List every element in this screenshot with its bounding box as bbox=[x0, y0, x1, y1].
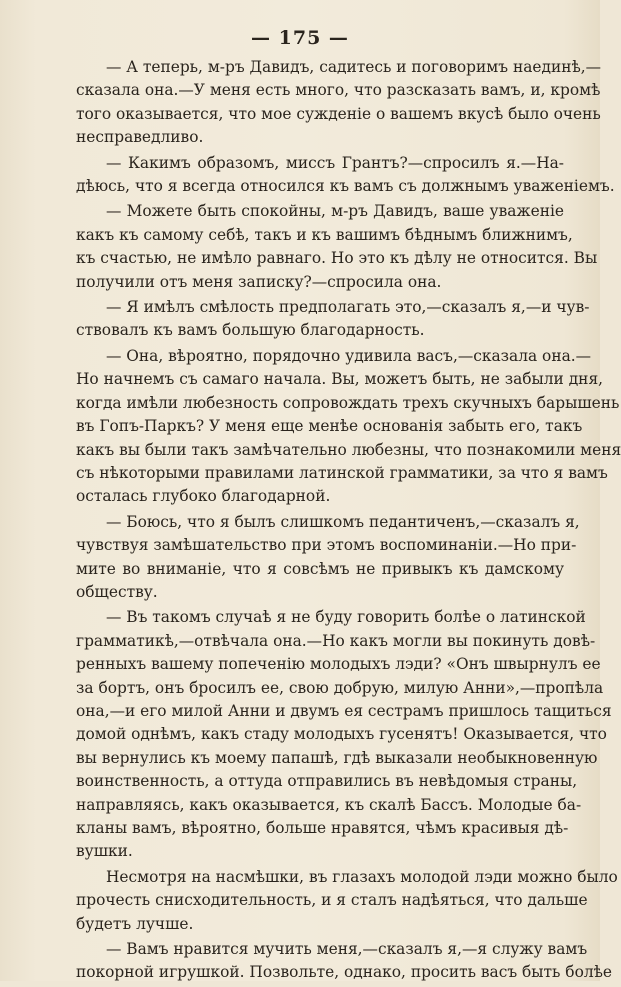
text-line: — Она, вѣроятно, порядочно удивила васъ,—сказала она.— bbox=[106, 346, 592, 365]
text-line: ствовалъ къ вамъ большую благодарность. bbox=[76, 321, 425, 340]
text-line: ренныхъ вашему попеченію молодыхъ лэди? «Онъ швырнулъ ее bbox=[76, 655, 601, 674]
paragraph bbox=[76, 152, 615, 199]
text-line: осталась глубоко благодарной. bbox=[76, 487, 331, 506]
text-line: прочесть снисходительность, и я сталъ надѣяться, что дальше bbox=[76, 891, 588, 910]
paragraph bbox=[76, 200, 598, 294]
paragraph bbox=[76, 938, 613, 985]
text-line: Несмотря на насмѣшки, въ глазахъ молодой лэди можно было bbox=[106, 867, 618, 886]
paragraph bbox=[76, 511, 580, 605]
text-line: мите во вниманіе, что я совсѣмъ не привыкъ къ дамскому bbox=[76, 559, 564, 578]
text-line: — Я имѣлъ смѣлость предполагать это,—сказалъ я,—и чув- bbox=[106, 298, 590, 317]
paragraph bbox=[76, 56, 602, 150]
text-line: грамматикѣ,—отвѣчала она.—Но какъ могли вы покинуть довѣ- bbox=[76, 631, 596, 650]
paragraph bbox=[76, 345, 621, 509]
text-line: къ счастью, не имѣло равнаго. Но это къ дѣлу не относится. Вы bbox=[76, 249, 598, 268]
text-line: чувствуя замѣшательство при этомъ воспоминаніи.—Но при- bbox=[76, 536, 577, 555]
text-line: — Можете быть спокойны, м-ръ Давидъ, ваше уваженіе bbox=[106, 202, 564, 221]
text-line: въ Гопъ-Паркъ? У меня еще менѣе основанія забыть его, такъ bbox=[76, 417, 583, 436]
text-line: — Вамъ нравится мучить меня,—сказалъ я,—я служу вамъ bbox=[106, 940, 588, 959]
text-line: того оказывается, что мое сужденіе о вашемъ вкусѣ было очень bbox=[76, 104, 601, 123]
paragraph bbox=[76, 606, 612, 863]
text-line: Но начнемъ съ самаго начала. Вы, можетъ быть, не забыли дня, bbox=[76, 370, 604, 389]
paragraph bbox=[76, 296, 590, 343]
text-line: какъ вы были такъ замѣчательно любезны, что познакомили меня bbox=[76, 440, 621, 459]
text-line: сказала она.—У меня есть много, что разсказать вамъ, и, кромѣ bbox=[76, 81, 601, 100]
text-line: — Боюсь, что я былъ слишкомъ педантиченъ,—сказалъ я, bbox=[106, 512, 580, 531]
text-line: — А теперь, м-ръ Давидъ, садитесь и поговоримъ наединѣ,— bbox=[106, 58, 602, 76]
text-line: она,—и его милой Анни и двумъ ея сестрамъ пришлось тащиться bbox=[76, 701, 612, 720]
text-line: получили отъ меня записку?—спросила она. bbox=[76, 272, 442, 291]
text-line: какъ къ самому себѣ, такъ и къ вашимъ бѣднымъ ближнимъ, bbox=[76, 225, 573, 244]
text-line: за бортъ, онъ бросилъ ее, свою добрую, милую Анни»,—пропѣла bbox=[76, 678, 604, 697]
text-line: будетъ лучше. bbox=[76, 914, 194, 933]
page-number: — 175 — bbox=[251, 27, 349, 49]
body-text bbox=[76, 56, 621, 987]
text-line: обществу. bbox=[76, 582, 158, 601]
text-line: съ нѣкоторыми правилами латинской грамматики, за что я вамъ bbox=[76, 463, 608, 482]
text-line: вушки. bbox=[76, 842, 133, 861]
text-line: дѣюсь, что я всегда относился къ вамъ съ должнымъ уваженіемъ. bbox=[76, 177, 615, 196]
text-line: покорной игрушкой. Позвольте, однако, просить васъ быть болѣе bbox=[76, 963, 613, 982]
text-line: вы вернулись къ моему папашѣ, гдѣ выказали необыкновенную bbox=[76, 748, 598, 767]
text-line: кланы вамъ, вѣроятно, больше нравятся, чѣмъ красивыя дѣ- bbox=[76, 819, 569, 837]
paragraph bbox=[76, 866, 618, 936]
text-line: несправедливо. bbox=[76, 128, 204, 147]
text-line: — Какимъ образомъ, миссъ Грантъ?—спросилъ я.—На- bbox=[106, 153, 564, 172]
text-line: воинственность, а оттуда отправились въ невѣдомыя страны, bbox=[76, 772, 578, 791]
text-line: когда имѣли любезность сопровождать трехъ скучныхъ барышень bbox=[76, 393, 620, 412]
text-line: домой однѣмъ, какъ стаду молодыхъ гусенятъ! Оказывается, что bbox=[76, 725, 607, 744]
text-line: направляясь, какъ оказывается, къ скалѣ Бассъ. Молодые ба- bbox=[76, 795, 582, 814]
text-line: — Въ такомъ случаѣ я не буду говорить болѣе о латинской bbox=[106, 608, 586, 627]
